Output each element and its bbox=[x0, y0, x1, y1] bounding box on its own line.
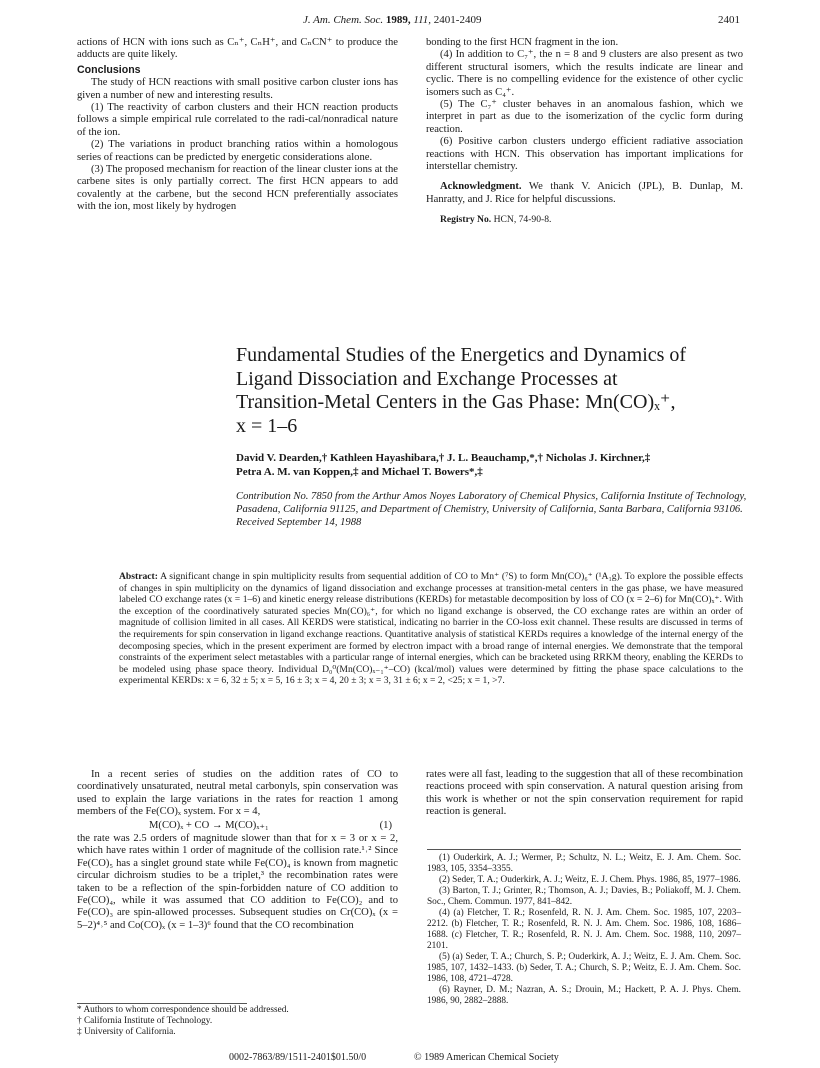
reference-3: (3) Barton, T. J.; Grinter, R.; Thomson, A. J.; Davies, B.; Poliakoff, M. J. Chem. Soc., Chem. Commun. 1977, 841–842. bbox=[427, 886, 741, 907]
reference-2: (2) Seder, T. A.; Ouderkirk, A. J.; Weitz, E. J. Chem. Phys. 1986, 85, 1977–1986. bbox=[439, 875, 741, 885]
body-right-column bbox=[426, 769, 743, 819]
reference-6: (6) Rayner, D. M.; Nazran, A. S.; Drouin, M.; Hackett, P. A. J. Phys. Chem. 1986, 90, 2882–2888. bbox=[427, 985, 741, 1006]
acknowledgment-text: We thank V. Anicich (JPL), B. Dunlap, M. Hanratty, and J. Rice for helpful discussions. bbox=[426, 181, 743, 205]
authors-line-1: David V. Dearden,† Kathleen Hayashibara,† J. L. Beauchamp,*,† Nicholas J. Kirchner,‡ bbox=[236, 452, 651, 464]
abstract-label: Abstract: bbox=[119, 571, 158, 582]
conclusion-item-3: (3) The proposed mechanism for reaction of the linear cluster ions at the carbene sites is only partially correct. The first HCN appears to add covalently at the carbene, but the second HCN preferentially associates with the ion, most likely by hydrogen bbox=[77, 164, 398, 213]
body-paragraph-2: the rate was 2.5 orders of magnitude slower than that for x = 3 or x = 2, which have rates within 1 order of magnitude of the collision rate.¹˒² Since Fe(CO)₅ has a singlet ground state while Fe(CO)₄ is known from magnetic circular dichroism studies to be a triplet,³ the recombination rates were taken to be a reflection of the spin-forbidden nature of CO addition to Fe(CO)₄, while it was assumed that CO addition to Fe(CO)₂ and to Fe(CO)₃ are spin-allowed processes. Subsequent studies on Cr(CO)ₓ (x = 5–2)⁴˒⁵ and Co(CO)ₓ (x = 1–3)⁶ found that the CO recombination bbox=[77, 833, 398, 931]
conclusion-item-5: (5) The C₇⁺ cluster behaves in an anomalous fashion, which we interpret in part as due to the isomerization of the cyclic form during reaction. bbox=[426, 99, 743, 135]
conclusion-item-4: (4) In addition to C₇⁺, the n = 8 and 9 clusters are also present as two different structural isomers, which the results indicate are linear and cyclic. There is no compelling evidence for the existence of other cyclic isomers such as C₄⁺. bbox=[426, 49, 743, 98]
conclusions-heading: Conclusions bbox=[77, 63, 141, 76]
footnote-caltech: † California Institute of Technology. bbox=[77, 1016, 213, 1026]
registry-text: HCN, 74-90-8. bbox=[493, 214, 552, 226]
acknowledgment bbox=[426, 181, 743, 206]
title-line-2: Ligand Dissociation and Exchange Processes at bbox=[236, 367, 618, 390]
footer-code: 0002-7863/89/1511-2401$01.50/0 bbox=[229, 1052, 367, 1063]
body-left-column bbox=[77, 769, 398, 932]
title-line-1: Fundamental Studies of the Energetics and Dynamics of bbox=[236, 344, 687, 366]
registry-label: Registry No. bbox=[440, 214, 492, 226]
footnote-uc: ‡ University of California. bbox=[77, 1027, 176, 1037]
abstract bbox=[119, 571, 743, 687]
authors-line-2: Petra A. M. van Koppen,‡ and Michael T. Bowers*,‡ bbox=[236, 466, 483, 478]
body-paragraph-1: In a recent series of studies on the addition rates of CO to coordinatively unsaturated, neutral metal carbonyls, spin conservation was used to explain the large variations in the rates for reaction 1 among members of the Fe(CO)ₓ system. For x = 4, bbox=[77, 769, 398, 818]
conclusion-item-2: (2) The variations in product branching ratios within a homologous series of reactions can be predicted by energetic considerations alone. bbox=[77, 139, 398, 163]
journal-volume: 111, bbox=[413, 14, 432, 26]
journal-pages: 2401-2409 bbox=[433, 14, 482, 26]
references-divider bbox=[427, 849, 741, 850]
prev-article-left-column bbox=[77, 37, 398, 214]
footer-copyright: © 1989 American Chemical Society bbox=[414, 1052, 559, 1063]
author-footnotes bbox=[77, 1005, 398, 1038]
author-list bbox=[236, 451, 756, 479]
reference-1: (1) Ouderkirk, A. J.; Wermer, P.; Schultz, N. L.; Weitz, E. J. Am. Chem. Soc. 1983, 105, 3354–3355. bbox=[427, 853, 741, 874]
affiliation: Contribution No. 7850 from the Arthur Amos Noyes Laboratory of Chemical Physics, California Institute of Technology, Pasadena, California 91125, and Department of Chemistry, University of California, Santa Barbara, California 93106. Received September 14, 1988 bbox=[236, 491, 747, 529]
conclusion-item-1: (1) The reactivity of carbon clusters and their HCN reaction products follows a simple empirical rule correlated to the radi-cal/nonradical nature of the ion. bbox=[77, 102, 398, 138]
conclusions-intro: The study of HCN reactions with small positive carbon cluster ions has given a number of new and interesting results. bbox=[77, 77, 398, 101]
registry-number bbox=[426, 214, 743, 226]
running-header-citation bbox=[303, 14, 481, 26]
reference-4: (4) (a) Fletcher, T. R.; Rosenfeld, R. N. J. Am. Chem. Soc. 1985, 107, 2203–2212. (b) Fletcher, T. R.; Rosenfeld, R. N. J. Am. Chem. Soc. 1986, 108, 1686–1688. (c) Fletcher, T. R.; Rosenfeld, R. N. J. Am. Chem. Soc. 1988, 110, 2097–2101. bbox=[427, 908, 741, 951]
title-line-4: x = 1–6 bbox=[236, 414, 298, 437]
journal-name: J. Am. Chem. Soc. bbox=[303, 14, 384, 26]
equation-expression: M(CO)ₓ + CO → M(CO)ₓ₊₁ bbox=[149, 819, 269, 831]
prev-intro-text: actions of HCN with ions such as Cₙ⁺, CₙH⁺, and CₙCN⁺ to produce the adducts are quite likely. bbox=[77, 37, 398, 61]
body-right-paragraph: rates were all fast, leading to the suggestion that all of these recombination reactions proceed with spin conservation. A natural question arising from this work is whether or not the spin conservation requirement for rapid reaction is general. bbox=[426, 769, 743, 818]
footnote-correspondence: * Authors to whom correspondence should be addressed. bbox=[77, 1005, 289, 1015]
acknowledgment-label: Acknowledgment. bbox=[440, 181, 522, 193]
references-list bbox=[427, 853, 741, 1007]
prev-article-right-column bbox=[426, 37, 743, 227]
footnote-divider bbox=[77, 1003, 247, 1004]
article-title bbox=[236, 344, 736, 438]
page-number: 2401 bbox=[718, 14, 740, 26]
equation-number: (1) bbox=[379, 819, 392, 831]
prev-right-continuation: bonding to the first HCN fragment in the ion. bbox=[426, 37, 619, 48]
equation-1 bbox=[77, 820, 398, 832]
journal-year: 1989, bbox=[385, 14, 411, 26]
conclusion-item-6: (6) Positive carbon clusters undergo efficient radiative association reactions with HCN. This observation has important implications for interstellar chemistry. bbox=[426, 136, 743, 173]
abstract-text: A significant change in spin multiplicity results from sequential addition of CO to Mn⁺ (⁷S) to form Mn(CO)₆⁺ (¹A₁g). To explore the possible effects of changes in spin multiplicity on the dynamics of ligand dissociation and exchange processes at transition-metal centers in the gas phase, we have measured labeled CO exchange rates (x = 1–6) and kinetic energy release distributions (KERDs) for metastable decomposition by loss of CO (x = 2–6) for Mn(CO)ₓ⁺. With the exception of the coordinatively saturated species Mn(CO)₆⁺, for which no ligand exchange is observed, the CO exchange rates are within an order of magnitude of collision limited in all cases. All KERDS were statistical, indicating no barrier in the CO-loss exit channel. These results are discussed in terms of the requirements for spin conservation in ligand exchange reactions. Quantitative analysis of statistical KERDs requires a knowledge of the internal energy of the decomposing species, which in the present experiment are formed by electron impact with a broad range of internal energies. We demonstrate that the temporal constraints of the experiment select metastables with a particular range of internal energies, which can be bracketed using RRKM theory, enabling the KERDs to be modeled using phase space theory. Individual D₀⁰(Mn(CO)ₓ₋₁⁺–CO) (kcal/mol) values were determined by fitting the phase space calculations to the experimental KERDs: x = 6, 32 ± 5; x = 5, 16 ± 3; x = 4, 20 ± 3; x = 3, 31 ± 6; x = 2, <25; x = 1, >7. bbox=[119, 571, 743, 687]
reference-5: (5) (a) Seder, T. A.; Church, S. P.; Ouderkirk, A. J.; Weitz, E. J. Am. Chem. Soc. 1985, 107, 1432–1433. (b) Seder, T. A.; Church, S. P.; Weitz, E. J. Am. Chem. Soc. 1986, 108, 4721–4728. bbox=[427, 952, 741, 984]
title-line-3: Transition-Metal Centers in the Gas Phase: Mn(CO)ₓ⁺, bbox=[236, 391, 676, 413]
